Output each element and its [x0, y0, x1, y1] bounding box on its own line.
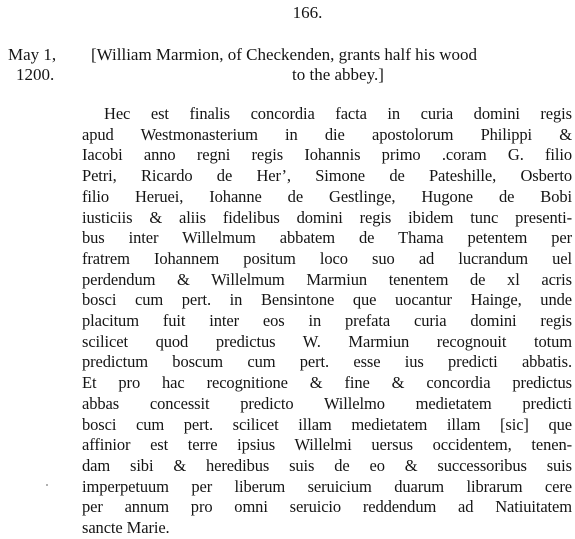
- body-line: apud Westmonasterium in die apostolorum Philippi &: [82, 124, 572, 144]
- charter-body-text: [82, 104, 572, 539]
- body-line: iusticiis & aliis fidelibus domini regis ibidem tunc presenti-: [82, 207, 572, 227]
- body-line: scilicet quod predictus W. Marmiun recognouit totum: [82, 331, 572, 351]
- body-line: per annum pro omni seruicio reddendum ad Natiuitatem: [82, 497, 572, 517]
- charter-number: 166.: [292, 3, 323, 22]
- body-line: filio Heruei, Iohanne de Gestlinge, Hugone de Bobi: [82, 186, 572, 206]
- body-line: placitum fuit inter eos in prefata curia domini regis: [82, 311, 572, 331]
- margin-mark: [46, 484, 48, 486]
- body-line: Hec est finalis concordia facta in curia domini regis: [104, 104, 572, 123]
- body-line: dam sibi & heredibus suis de eo & successoribus suis: [82, 455, 572, 475]
- body-line: bosci cum pert. scilicet illam medietatem illam [sic] que: [82, 414, 572, 434]
- body-line: abbas concessit predicto Willelmo medietatem predicti: [82, 393, 572, 413]
- body-line: affinior est terre ipsius Willelmi uersus occidentem, tenen-: [82, 435, 572, 455]
- body-line: Iacobi anno regni regis Iohannis primo .coram G. filio: [82, 145, 572, 165]
- body-line: perdendum & Willelmum Marmiun tenentem de xl acris: [82, 269, 572, 289]
- body-line: Et pro hac recognitione & fine & concordia predictus: [82, 373, 572, 393]
- charter-summary-line-2: to the abbey.]: [292, 65, 384, 84]
- charter-date-year: 1200.: [16, 65, 55, 84]
- body-line: bosci cum pert. in Bensintone que uocantur Hainge, unde: [82, 290, 572, 310]
- body-line: Petri, Ricardo de Her’, Simone de Pateshille, Osberto: [82, 166, 572, 186]
- body-line: fratrem Iohannem positum loco suo ad lucrandum uel: [82, 248, 572, 268]
- body-line: sancte Marie.: [82, 518, 170, 538]
- charter-date-day: May 1,: [8, 45, 57, 64]
- body-line: bus inter Willelmum abbatem de Thama petentem per: [82, 228, 572, 248]
- body-line: predictum boscum cum pert. esse ius predicti abbatis.: [82, 352, 572, 372]
- body-line: imperpetuum per liberum seruicium duarum librarum cere: [82, 476, 572, 496]
- charter-summary-line-1: [William Marmion, of Checkenden, grants half his wood: [91, 45, 477, 64]
